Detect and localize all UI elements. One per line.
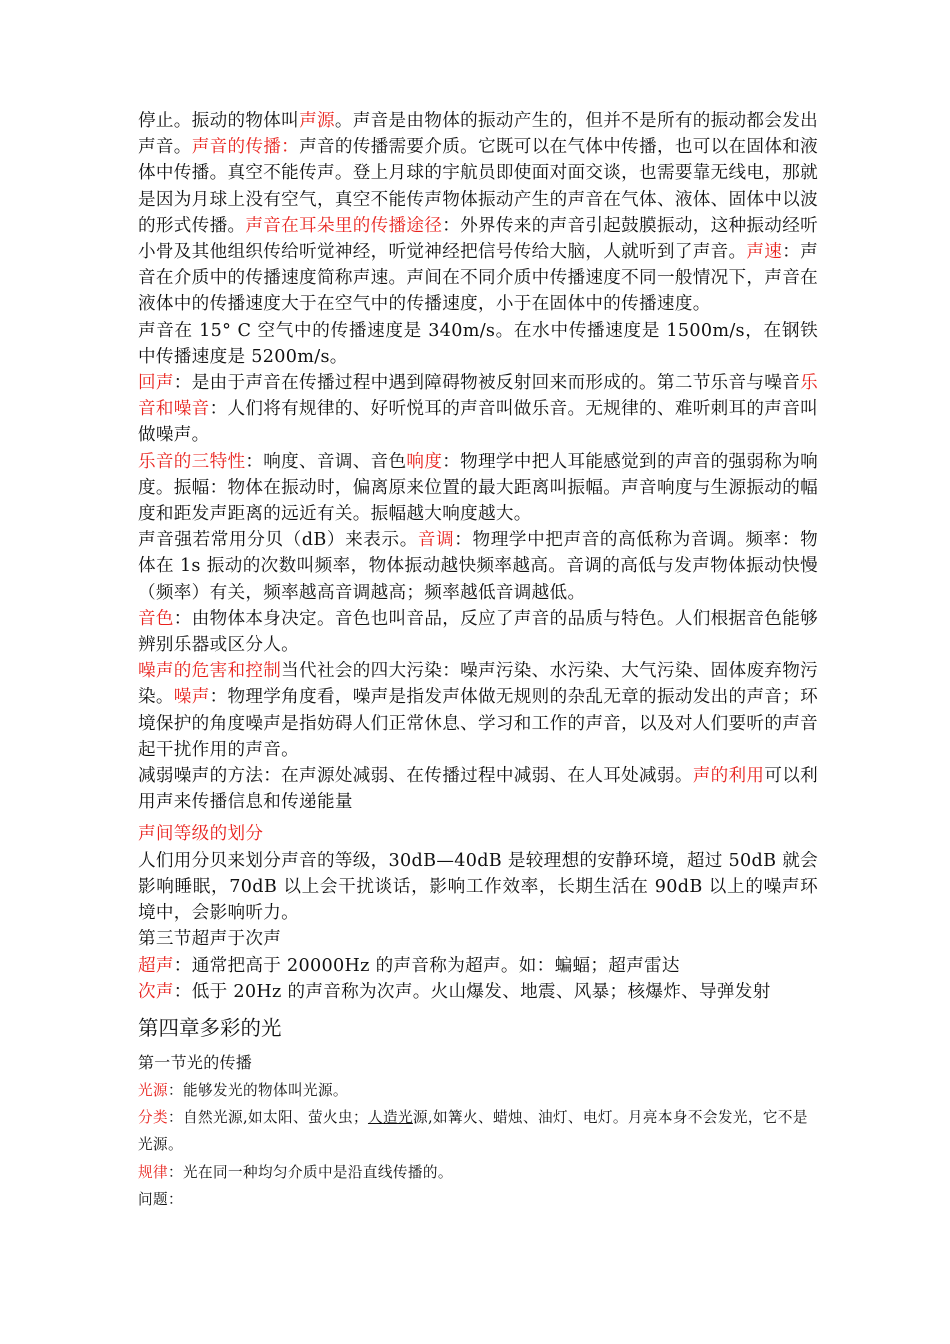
text-run: ：物理学角度看，噪声是指发声体做无规则的杂乱无章的振动发出的声音；环境保护的角度噪声是指妨碍人们正常休息、学习和工作的声音，以及对人们要听的声音起干扰作用的声音。 [138,687,818,760]
text-run: 。声音是由物体的振动产生的，但并不是所有的振动都会发出声音。 [138,111,819,158]
highlight-term: 声音的传播： [191,137,300,158]
text-run: 第四章多彩的光 [138,1015,282,1040]
text-run: 第一节光的传播 [138,1052,253,1072]
text-run: 声音的传播需要介质。它既可以在气体中传播，也可以在固体和液体中传播。真空不能传声。登上月球的宇航员即使面对面交谈，也需要靠无线电，那就是因为月球上没有空气，真空不能传声物体振动产生的声音在气体、液体、固体中以波的形式传播。 [138,137,818,236]
highlight-term: 规律 [138,1163,168,1181]
paragraph [138,1077,818,1104]
highlight-term: 声的利用 [692,766,765,787]
text-run: ：光在同一种均匀介质中是沿直线传播的。 [168,1163,453,1181]
text-run: 可以利用声来传播信息和传递能量 [138,766,818,813]
highlight-term: 响度 [406,451,443,472]
text-run: ：能够发光的物体叫光源。 [168,1081,348,1099]
text-run: ：通常把高于 20000Hz 的声音称为超声。如：蝙蝠；超声雷达 [173,955,680,976]
highlight-term: 噪声的危害和控制 [138,661,282,682]
paragraph [138,1104,818,1158]
highlight-term: 声速 [746,242,783,263]
highlight-term: 光源 [138,1081,168,1099]
paragraph [138,979,818,1005]
paragraph [138,658,818,763]
text-run: ：物理学中把声音的高低称为音调。频率：物体在 1s 振动的次数叫频率，物体振动越快频率越高。音调的高低与发声物体振动快慢（频率）有关，频率越高音调越高；频率越低音调越低。 [138,530,818,603]
text-run: 停止。振动的物体叫 [138,111,300,131]
highlight-term: 超声 [138,955,174,976]
text-run: ：自然光源,如太阳、萤火虫； [168,1109,368,1127]
highlight-term: 声间等级的划分 [138,824,264,845]
paragraph [138,1159,818,1186]
text-run: 问题： [138,1190,183,1208]
paragraph [138,318,818,370]
highlight-term: 噪声 [173,687,210,708]
highlight-term: 乐音的三特性 [138,451,246,472]
text-run: 人们用分贝来划分声音的等级，30dB—40dB 是较理想的安静环境，超过 50dB 就会影响睡眠，70dB 以上会干扰谈话，影响工作效率，长期生活在 90dB 以上的噪声环境中，会影响听力。 [138,850,818,924]
paragraph [138,848,818,927]
paragraph [138,449,818,528]
paragraph [138,821,818,847]
highlight-term: 次声 [138,981,174,1002]
text-run: ：声音在介质中的传播速度简称声速。声间在不同介质中传播速度不同一般情况下，声音在液体中的传播速度大于在空气中的传播速度，小于在固体中的传播速度。 [138,242,818,315]
paragraph [138,953,818,979]
highlight-term: 声源 [299,111,335,131]
highlight-term: 音调 [417,530,455,551]
highlight-term: 回声 [138,373,174,394]
text-run: 当代社会的四大污染：噪声污染、水污染、大气污染、固体废弃物污染。 [138,661,818,708]
highlight-term: 分类 [138,1109,168,1127]
text-run: 减弱噪声的方法：在声源处减弱、在传播过程中减弱、在人耳处减弱。 [138,766,693,787]
paragraph [138,1186,818,1213]
text-run: ：外界传来的声音引起鼓膜振动，这种振动经听小骨及其他组织传给听觉神经，听觉神经把信号传给大脑，人就听到了声音。 [138,215,818,263]
highlight-term: 音色 [138,608,174,629]
paragraph [138,108,818,318]
paragraph [138,370,818,449]
text-run: ：响度、音调、音色 [245,451,407,472]
text-run: ：低于 20Hz 的声音称为次声。火山爆发、地震、风暴；核爆炸、导弹发射 [173,981,771,1002]
section-heading [138,1049,818,1077]
highlight-term: 声音在耳朵里的传播途径 [245,215,443,236]
underlined-text: 人造光 [367,1109,413,1127]
highlight-term: 乐音和噪音 [138,373,818,420]
text-run: 第三节超声于次声 [138,929,282,950]
document-page [138,108,818,1213]
paragraph [138,606,818,658]
paragraph [138,527,818,606]
text-run: ：是由于声音在传播过程中遇到障碍物被反射回来而形成的。第二节乐音与噪音 [173,373,801,394]
text-run: ：由物体本身决定。音色也叫音品，反应了声音的品质与特色。人们根据音色能够辨别乐器或区分人。 [138,608,818,656]
text-run: ：人们将有规律的、好听悦耳的声音叫做乐音。无规律的、难听刺耳的声音叫做噪声。 [138,399,818,446]
text-run: 声音强若常用分贝（dB）来表示。 [138,530,418,551]
text-run: ：物理学中把人耳能感觉到的声音的强弱称为响度。振幅：物体在振动时，偏离原来位置的最大距离叫振幅。声音响度与生源振动的幅度和距发声距离的远近有关。振幅越大响度越大。 [138,451,818,525]
text-run: 声音在 15° C 空气中的传播速度是 340m/s。在水中传播速度是 1500m/s，在钢铁中传播速度是 5200m/s。 [138,320,818,367]
paragraph [138,763,818,815]
text-run: 源,如篝火、蜡烛、油灯、电灯。月亮本身不会发光，它不是光源。 [138,1109,808,1154]
paragraph [138,926,818,952]
chapter-heading [138,1013,818,1043]
